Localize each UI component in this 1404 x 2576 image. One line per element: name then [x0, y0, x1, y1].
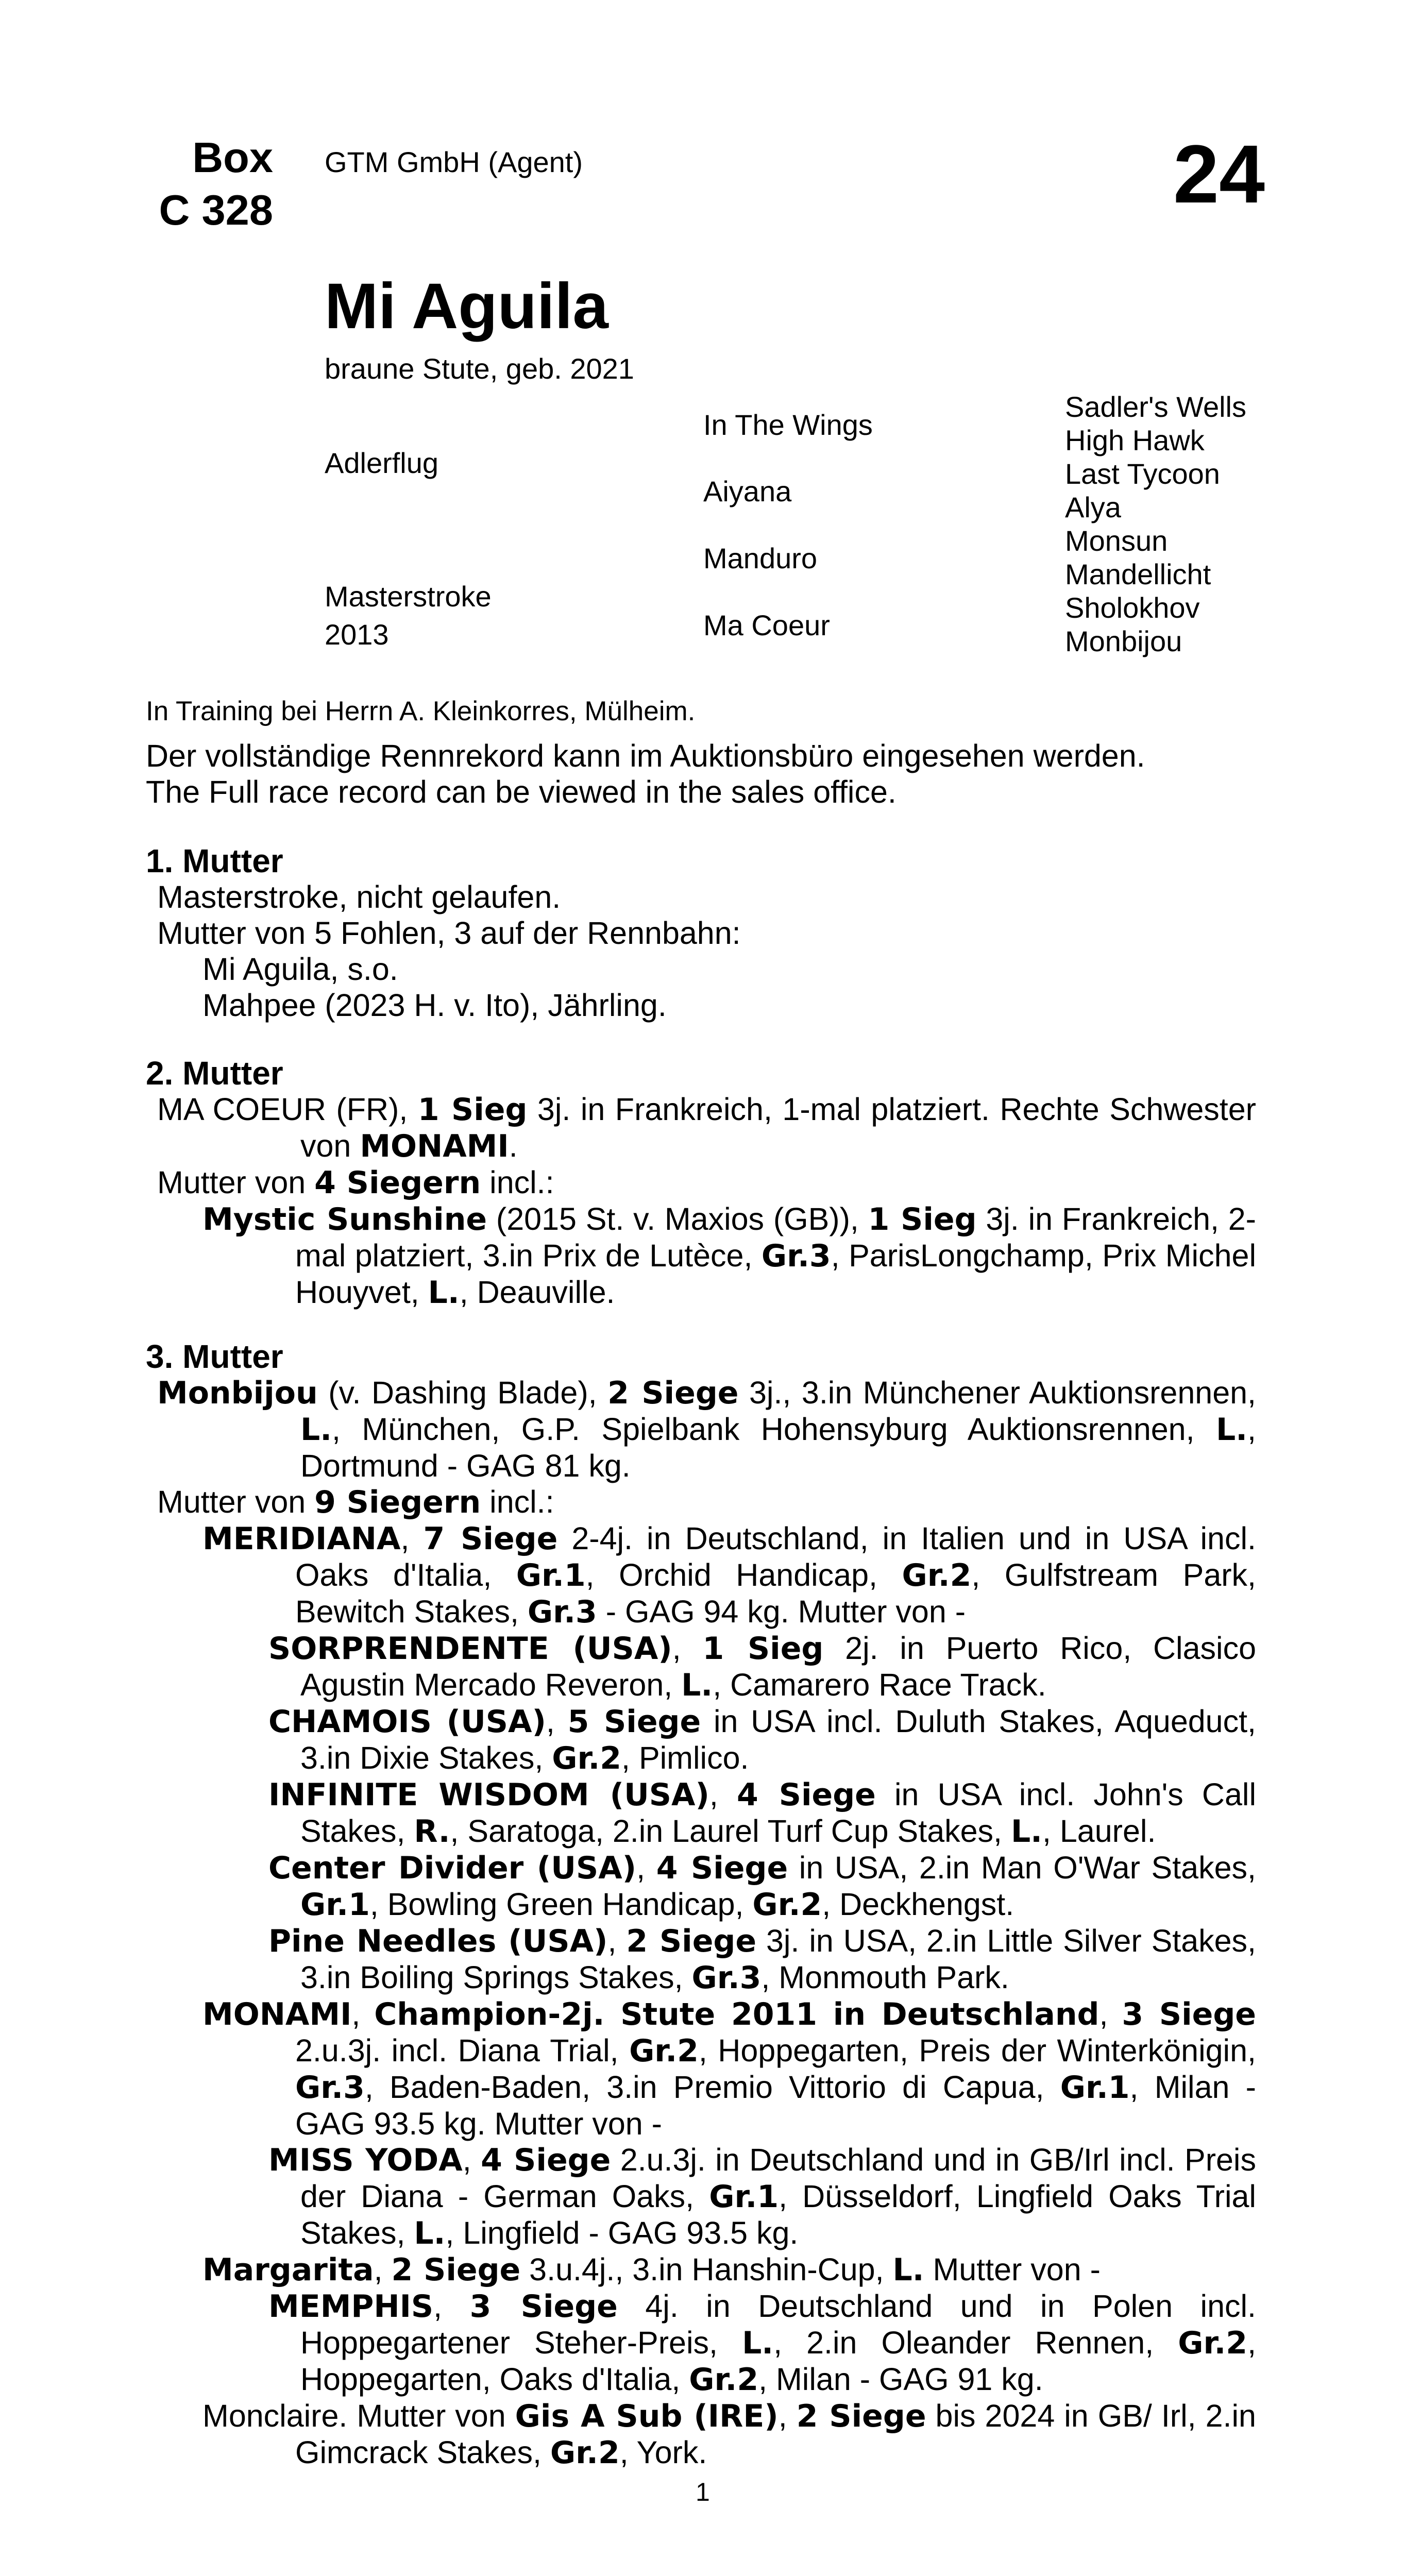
horse-name: Mi Aguila — [325, 270, 608, 342]
section-heading: 1. Mutter — [146, 842, 283, 879]
pedigree-sire-sire: In The Wings — [703, 409, 873, 441]
section-heading: 2. Mutter — [146, 1055, 283, 1092]
produce-entry: Mystic Sunshine (2015 St. v. Maxios (GB)), 1 Sieg 3j. in Frankreich, 2-mal platziert, 3.in Prix de Lutèce, Gr.3, ParisLongchamp, Prix Michel Houyvet, L., Deauville. — [202, 1201, 1257, 1311]
pedigree-ggp-5: Monsun — [1065, 524, 1168, 557]
second-dam-entry: MA COEUR (FR), 1 Sieg 3j. in Frankreich, 1-mal platziert. Rechte Schwester von MONAMI. — [157, 1092, 1256, 1164]
pedigree-ggp-3: Last Tycoon — [1065, 457, 1220, 490]
produce-entry: Pine Needles (USA), 2 Siege 3j. in USA, 2.in Little Silver Stakes, 3.in Boiling Springs Stakes, Gr.3, Monmouth Park. — [268, 1923, 1256, 1996]
second-dam-produce-intro: Mutter von 4 Siegern incl.: — [157, 1165, 554, 1201]
pedigree-sire-dam: Aiyana — [703, 475, 792, 507]
produce-entry: MISS YODA, 4 Siege 2.u.3j. in Deutschland und in GB/Irl incl. Preis der Diana - German Oaks, Gr.1, Düsseldorf, Lingfield Oaks Trial Stakes, L., Lingfield - GAG 93.5 kg. — [268, 2142, 1256, 2251]
horse-description: braune Stute, geb. 2021 — [325, 352, 634, 385]
third-dam-entry: Monbijou (v. Dashing Blade), 2 Siege 3j., 3.in Münchener Auktionsrennen, L., München, G.P. Spielbank Hohensyburg Auktionsrennen, L., Dortmund - GAG 81 kg. — [157, 1375, 1256, 1483]
first-dam-line: Mutter von 5 Fohlen, 3 auf der Rennbahn: — [157, 916, 741, 951]
pedigree-dam-sire: Manduro — [703, 542, 818, 574]
pedigree-ggp-4: Alya — [1065, 491, 1121, 523]
produce-entry: INFINITE WISDOM (USA), 4 Siege in USA incl. John's Call Stakes, R., Saratoga, 2.in Laurel Turf Cup Stakes, L., Laurel. — [268, 1777, 1256, 1850]
produce-entry: MERIDIANA, 7 Siege 2-4j. in Deutschland, in Italien und in USA incl. Oaks d'Italia, Gr.1, Orchid Handicap, Gr.2, Gulfstream Park, Bewitch Stakes, Gr.3 - GAG 94 kg. Mutter von - — [202, 1521, 1256, 1630]
pedigree-dam-year: 2013 — [325, 618, 389, 651]
section-first-dam — [146, 843, 1256, 1023]
box-number: C 328 — [159, 186, 273, 234]
section-second-dam — [146, 1055, 1256, 1311]
page-number: 1 — [696, 2478, 710, 2506]
record-note-de: Der vollständige Rennrekord kann im Auktionsbüro eingesehen werden. — [146, 738, 1145, 773]
pedigree-dam-dam: Ma Coeur — [703, 609, 830, 641]
produce-entry: MONAMI, Champion-2j. Stute 2011 in Deutschland, 3 Siege 2.u.3j. incl. Diana Trial, Gr.2, Hoppegarten, Preis der Winterkönigin, Gr.3, Baden-Baden, 3.in Premio Vittorio di Capua, Gr.1, Milan - GAG 93.5 kg. Mutter von - — [202, 1996, 1256, 2141]
produce-entry: CHAMOIS (USA), 5 Siege in USA incl. Duluth Stakes, Aqueduct, 3.in Dixie Stakes, Gr.2, Pimlico. — [268, 1704, 1256, 1776]
lot-number: 24 — [1173, 128, 1265, 220]
pedigree-ggp-7: Sholokhov — [1065, 591, 1200, 624]
first-dam-line: Mi Aguila, s.o. — [202, 952, 398, 987]
box-word: Box — [192, 133, 273, 181]
training-info: In Training bei Herrn A. Kleinkorres, Mülheim. — [146, 696, 696, 726]
record-note-en: The Full race record can be viewed in the sales office. — [146, 774, 896, 809]
pedigree-ggp-8: Monbijou — [1065, 625, 1182, 657]
pedigree-dam: Masterstroke — [325, 580, 492, 613]
first-dam-line: Mahpee (2023 H. v. Ito), Jährling. — [202, 988, 667, 1023]
section-heading: 3. Mutter — [146, 1338, 283, 1375]
first-dam-line: Masterstroke, nicht gelaufen. — [157, 879, 561, 914]
produce-entry: MEMPHIS, 3 Siege 4j. in Deutschland und in Polen incl. Hoppegartener Steher-Preis, L., 2.in Oleander Rennen, Gr.2, Hoppegarten, Oaks d'Italia, Gr.2, Milan - GAG 91 kg. — [268, 2289, 1257, 2398]
produce-entry: Center Divider (USA), 4 Siege in USA, 2.in Man O'War Stakes, Gr.1, Bowling Green Handicap, Gr.2, Deckhengst. — [268, 1850, 1256, 1923]
produce-entry: SORPRENDENTE (USA), 1 Sieg 2j. in Puerto Rico, Clasico Agustin Mercado Reveron, L., Camarero Race Track. — [268, 1631, 1257, 1703]
pedigree-ggp-2: High Hawk — [1065, 424, 1205, 456]
third-dam-produce-intro: Mutter von 9 Siegern incl.: — [157, 1484, 554, 1520]
pedigree-sire: Adlerflug — [325, 447, 439, 479]
produce-entry: Monclaire. Mutter von Gis A Sub (IRE), 2 Siege bis 2024 in GB/ Irl, 2.in Gimcrack Stakes, Gr.2, York. — [202, 2398, 1256, 2471]
pedigree-ggp-1: Sadler's Wells — [1065, 391, 1246, 423]
agent-name: GTM GmbH (Agent) — [325, 146, 583, 178]
produce-entry: Margarita, 2 Siege 3.u.4j., 3.in Hanshin-Cup, L. Mutter von - — [202, 2252, 1101, 2288]
section-third-dam — [146, 1338, 1256, 2471]
pedigree-ggp-6: Mandellicht — [1065, 558, 1211, 590]
